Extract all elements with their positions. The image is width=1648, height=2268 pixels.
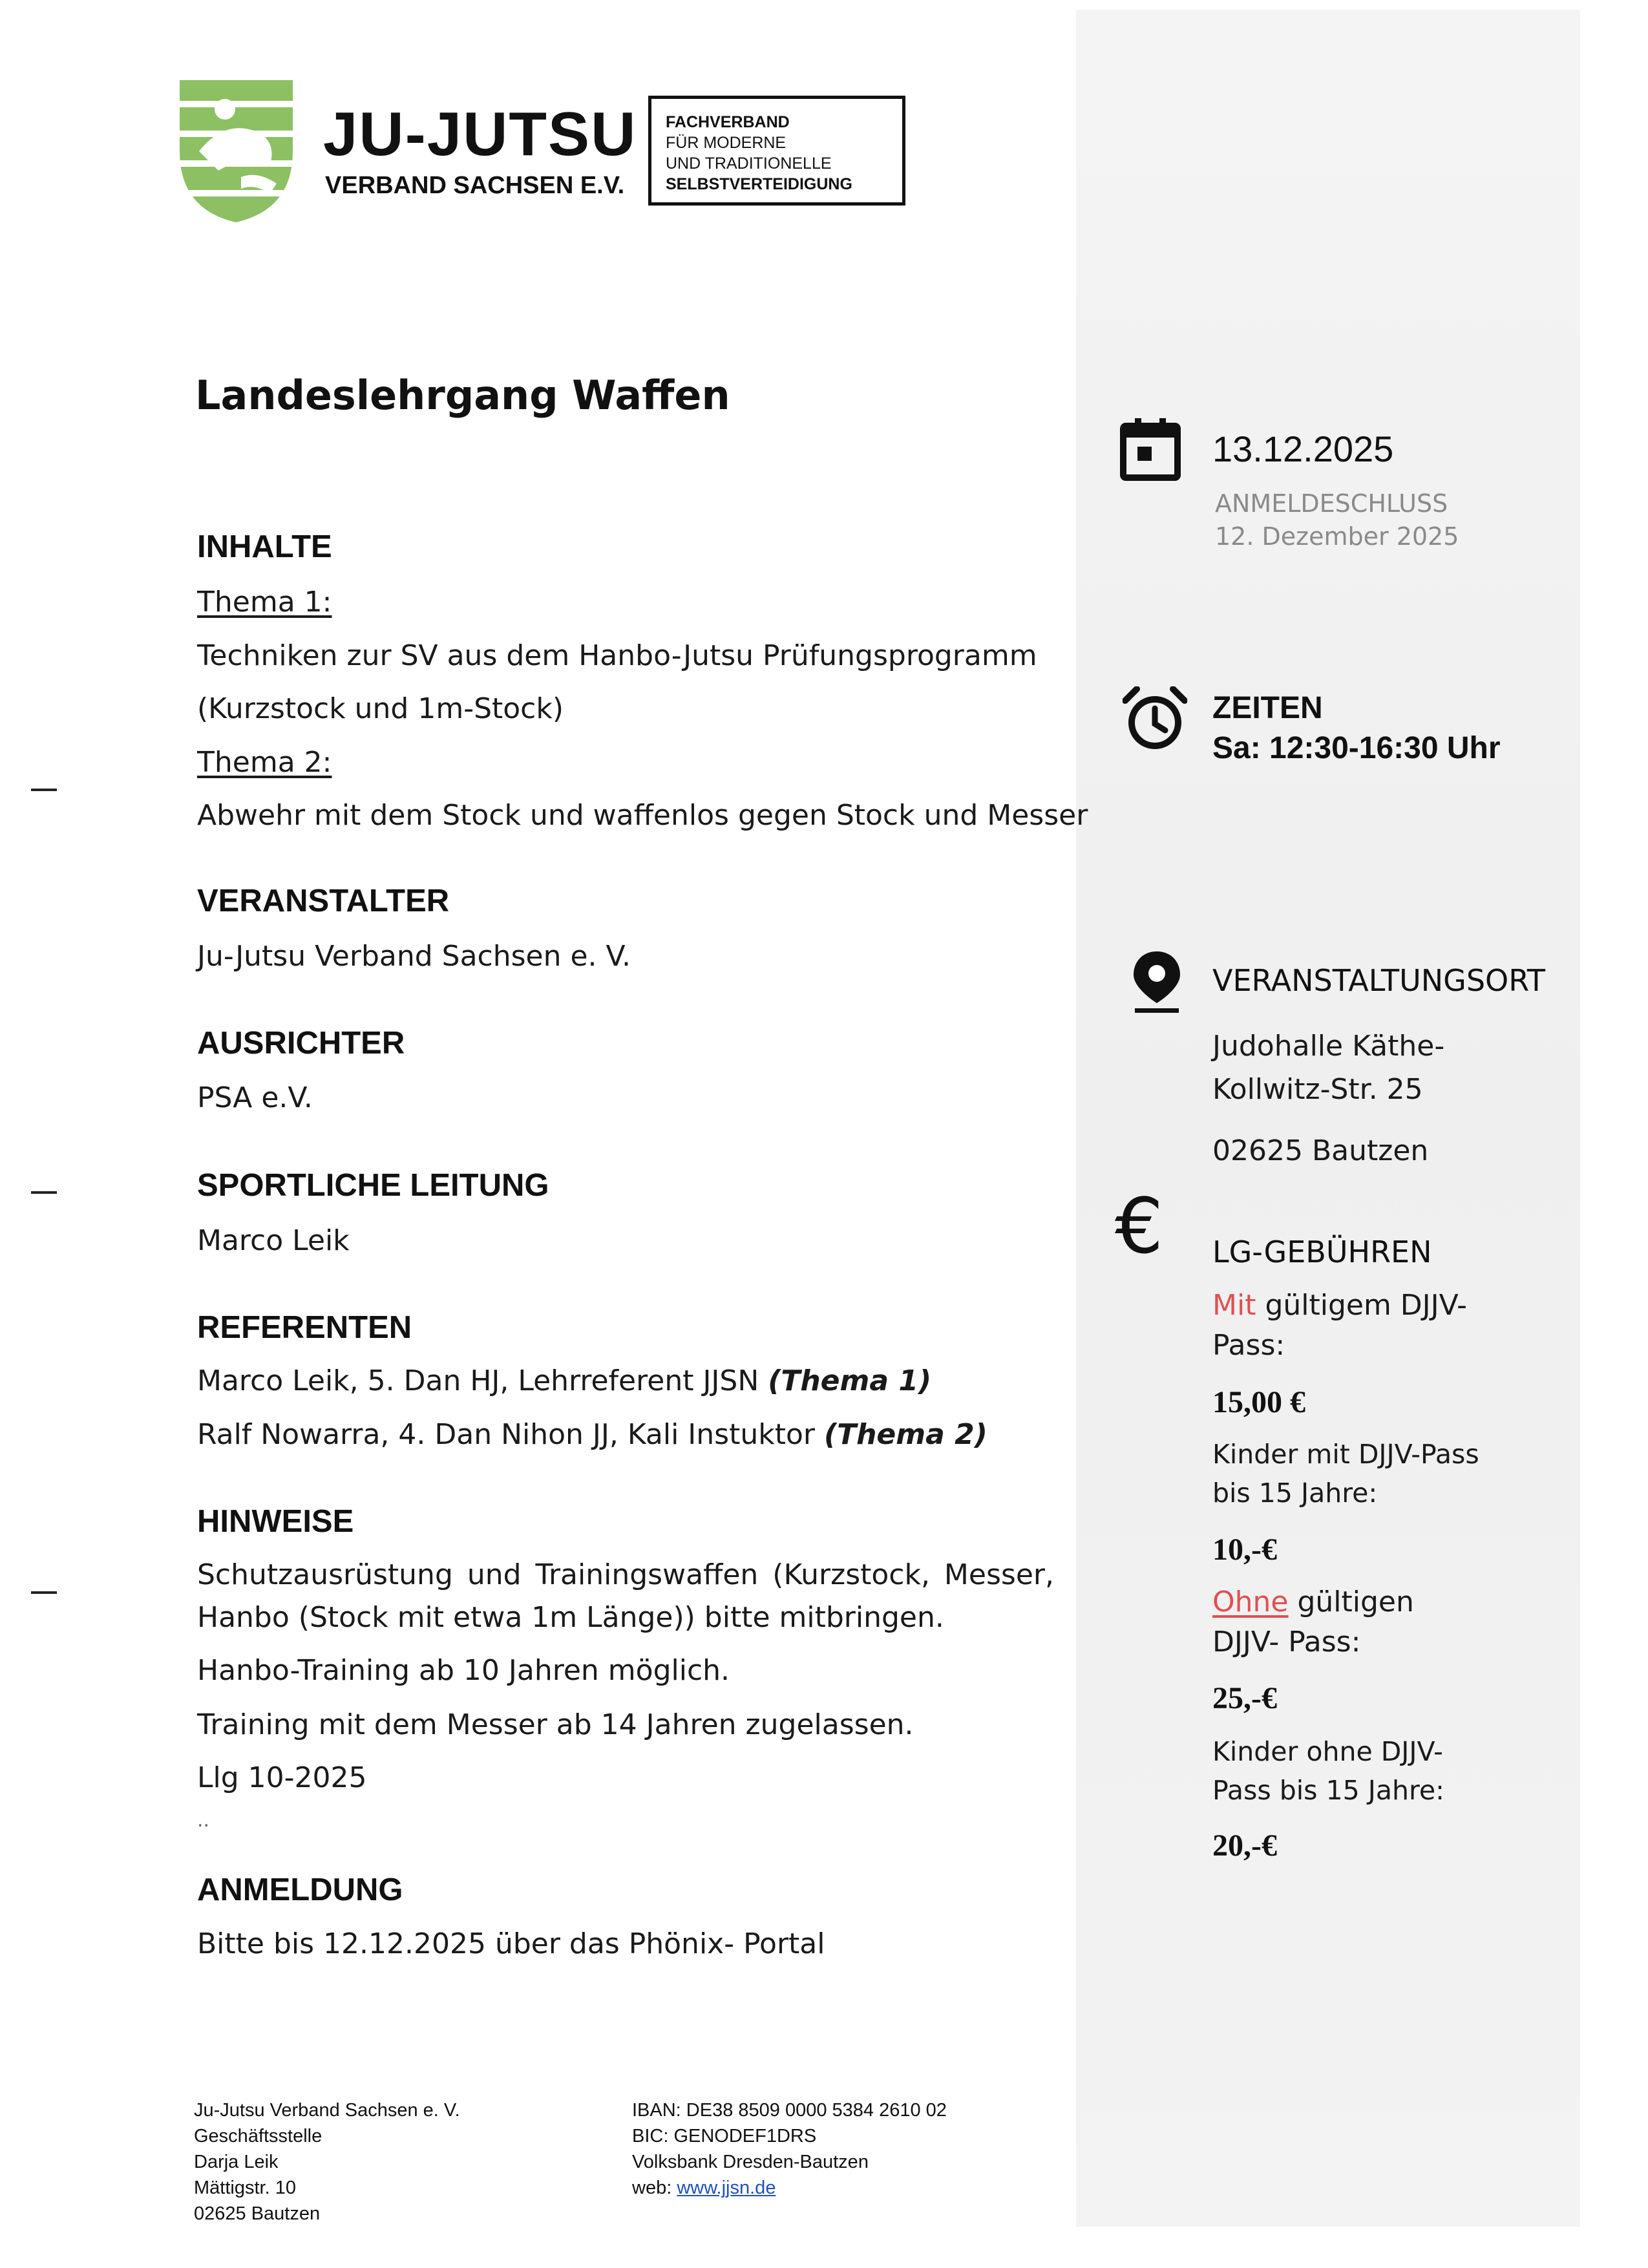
alarm-clock-icon bbox=[1123, 686, 1187, 751]
leitung-heading: SPORTLICHE LEITUNG bbox=[197, 1168, 549, 1203]
euro-icon: € bbox=[1115, 1182, 1164, 1271]
zeiten-label: ZEITEN bbox=[1212, 691, 1323, 725]
brand-title: JU-JUTSU bbox=[323, 100, 637, 169]
ellipsis: .. bbox=[197, 1809, 210, 1832]
fach-line: UND TRADITIONELLE bbox=[666, 154, 832, 173]
fee-1-line-2: Pass: bbox=[1212, 1329, 1285, 1362]
fee-4-line-2: Pass bis 15 Jahre: bbox=[1212, 1775, 1444, 1806]
fee-3-text: gültigen bbox=[1288, 1585, 1414, 1618]
ort-line: Kollwitz-Str. 25 bbox=[1212, 1073, 1423, 1106]
fee-3-line bbox=[1212, 1587, 1414, 1618]
hinweise-line: Hanbo-Training ab 10 Jahren möglich. bbox=[197, 1654, 730, 1687]
website-link[interactable]: www.jjsn.de bbox=[677, 2178, 776, 2198]
deadline-label: ANMELDESCHLUSS bbox=[1215, 489, 1448, 518]
fees-label: LG-GEBÜHREN bbox=[1212, 1235, 1432, 1269]
hinweise-line: Training mit dem Messer ab 14 Jahren zugelassen. bbox=[197, 1708, 914, 1741]
margin-mark bbox=[31, 1191, 57, 1194]
veranstalter-text: Ju-Jutsu Verband Sachsen e. V. bbox=[197, 940, 631, 973]
location-pin-icon bbox=[1125, 949, 1189, 1013]
ausrichter-heading: AUSRICHTER bbox=[197, 1026, 405, 1061]
referent-2-text: Ralf Nowarra, 4. Dan Nihon JJ, Kali Instuktor bbox=[197, 1418, 824, 1451]
thema2-label: Thema 2: bbox=[197, 746, 332, 779]
margin-mark bbox=[31, 789, 57, 791]
footer-line: Geschäftsstelle bbox=[194, 2126, 322, 2146]
fee-4-line: Kinder ohne DJJV- bbox=[1212, 1736, 1443, 1767]
sidebar-background bbox=[1076, 10, 1580, 2227]
fee-1-highlight: Mit bbox=[1212, 1289, 1256, 1322]
fee-2-line-2: bis 15 Jahre: bbox=[1212, 1478, 1378, 1509]
referent-2-tag: (Thema 2) bbox=[823, 1418, 988, 1451]
ort-line: Judohalle Käthe- bbox=[1212, 1030, 1445, 1063]
footer-bank bbox=[632, 2097, 947, 2201]
fee-2-line: Kinder mit DJJV-Pass bbox=[1212, 1439, 1479, 1470]
hinweise-heading: HINWEISE bbox=[197, 1504, 354, 1539]
footer-line: Darja Leik bbox=[194, 2152, 279, 2172]
referenten-heading: REFERENTEN bbox=[197, 1310, 412, 1345]
event-date: 13.12.2025 bbox=[1212, 429, 1394, 469]
fee-3-price: 25,-€ bbox=[1212, 1681, 1277, 1715]
fee-3-line-2: DJJV- Pass: bbox=[1212, 1626, 1361, 1659]
calendar-icon bbox=[1118, 417, 1183, 482]
document-title: Landeslehrgang Waffen bbox=[195, 372, 730, 419]
referent-2 bbox=[197, 1419, 988, 1452]
ausrichter-text: PSA e.V. bbox=[197, 1081, 313, 1114]
leitung-text: Marco Leik bbox=[197, 1224, 350, 1257]
jujutsu-logo-icon bbox=[180, 80, 293, 222]
fee-3-highlight: Ohne bbox=[1212, 1585, 1289, 1618]
thema1-text-2: (Kurzstock und 1m-Stock) bbox=[197, 692, 564, 725]
deadline-date: 12. Dezember 2025 bbox=[1215, 522, 1459, 551]
fee-1-price: 15,00 € bbox=[1212, 1385, 1305, 1419]
fach-line: FÜR MODERNE bbox=[666, 134, 787, 152]
brand-subtitle: VERBAND SACHSEN E.V. bbox=[325, 172, 625, 199]
fee-1-text: gültigem DJJV- bbox=[1256, 1289, 1468, 1322]
fachverband-box bbox=[648, 96, 905, 206]
anmeldung-text: Bitte bis 12.12.2025 über das Phönix- Portal bbox=[197, 1927, 825, 1960]
footer-line: 02625 Bautzen bbox=[194, 2203, 321, 2220]
hinweise-line: Hanbo (Stock mit etwa 1m Länge)) bitte mitbringen. bbox=[197, 1601, 944, 1634]
referent-1-tag: (Thema 1) bbox=[768, 1364, 932, 1397]
zeiten-text: Sa: 12:30-16:30 Uhr bbox=[1212, 731, 1501, 765]
thema1-label: Thema 1: bbox=[197, 586, 332, 619]
llg-code: Llg 10-2025 bbox=[197, 1761, 367, 1794]
footer-iban: IBAN: DE38 8509 0000 5384 2610 02 bbox=[632, 2100, 947, 2121]
fee-4-price: 20,-€ bbox=[1212, 1828, 1277, 1863]
footer-line: Mättigstr. 10 bbox=[194, 2178, 296, 2198]
fach-line: FACHVERBAND bbox=[666, 113, 790, 131]
referent-1-text: Marco Leik, 5. Dan HJ, Lehrreferent JJSN bbox=[197, 1364, 768, 1397]
margin-mark bbox=[31, 1591, 57, 1594]
footer-web bbox=[632, 2175, 947, 2201]
footer-bank-name: Volksbank Dresden-Bautzen bbox=[632, 2152, 869, 2172]
footer-line: Ju-Jutsu Verband Sachsen e. V. bbox=[194, 2100, 460, 2121]
ort-line: 02625 Bautzen bbox=[1212, 1134, 1429, 1167]
referent-1 bbox=[197, 1365, 931, 1398]
ort-label: VERANSTALTUNGSORT bbox=[1212, 963, 1545, 998]
thema2-text: Abwehr mit dem Stock und waffenlos gegen Stock und Messer bbox=[197, 799, 1088, 832]
hinweise-line: Schutzausrüstung und Trainingswaffen (Kurzstock, Messer, bbox=[197, 1558, 1054, 1591]
fee-1-line bbox=[1212, 1290, 1467, 1321]
veranstalter-heading: VERANSTALTER bbox=[197, 884, 450, 918]
fee-2-price: 10,-€ bbox=[1212, 1532, 1277, 1567]
footer-web-label: web: bbox=[632, 2178, 677, 2198]
inhalte-heading: INHALTE bbox=[197, 529, 332, 564]
fach-line: SELBSTVERTEIDIGUNG bbox=[666, 175, 852, 193]
footer-bic: BIC: GENODEF1DRS bbox=[632, 2126, 817, 2146]
footer-address bbox=[194, 2097, 460, 2220]
anmeldung-heading: ANMELDUNG bbox=[197, 1872, 403, 1907]
thema1-text: Techniken zur SV aus dem Hanbo-Jutsu Prüfungsprogramm bbox=[197, 639, 1037, 672]
